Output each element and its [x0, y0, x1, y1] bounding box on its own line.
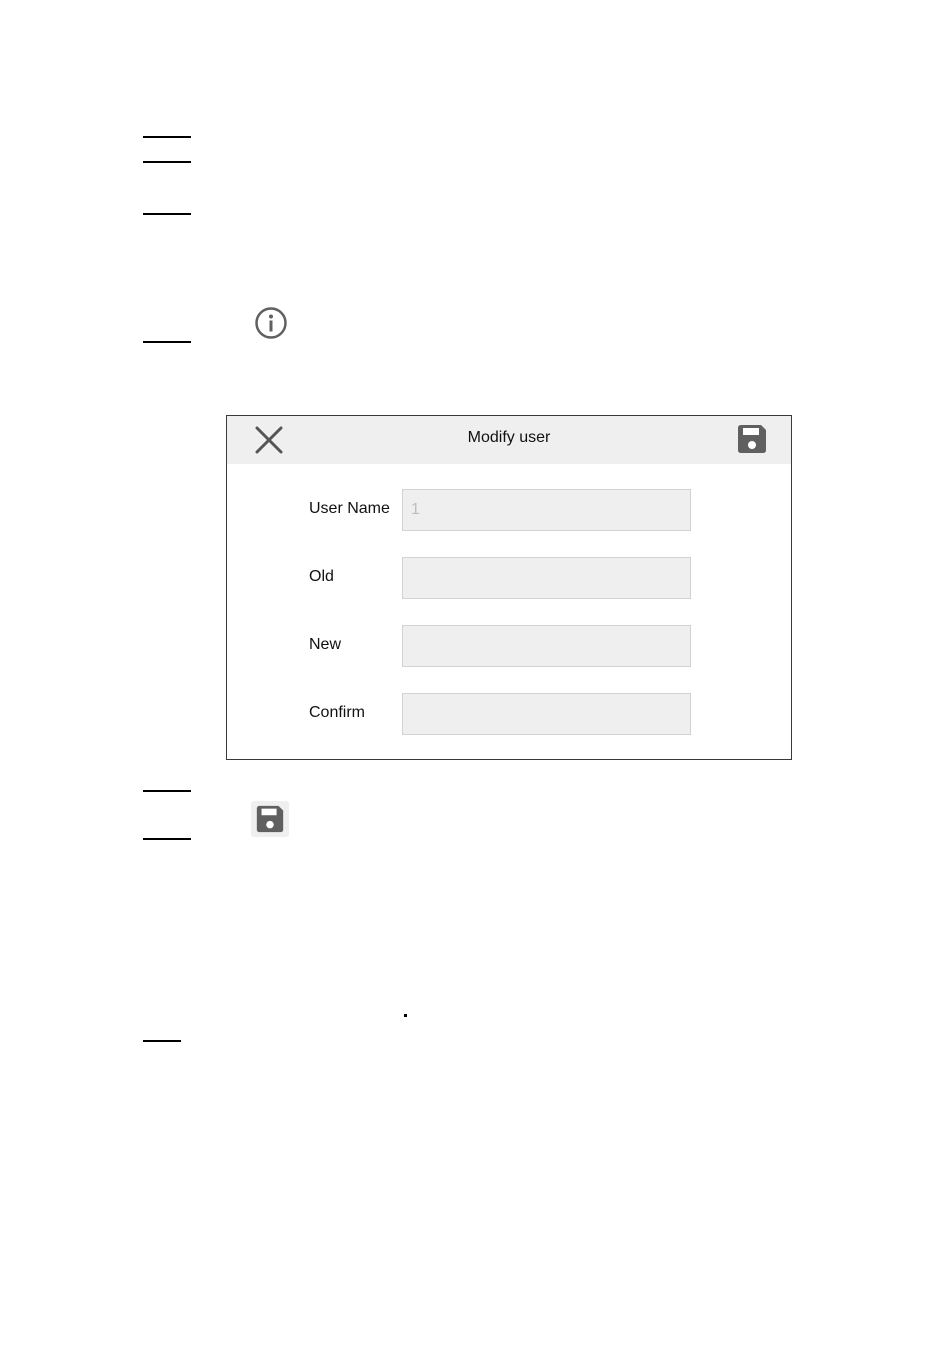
user-name-label: User Name — [309, 500, 390, 517]
old-password-input[interactable] — [402, 557, 691, 599]
step-rule — [143, 838, 191, 840]
step-rule — [143, 1040, 181, 1042]
step-rule — [143, 136, 191, 138]
old-password-label: Old — [309, 568, 334, 585]
punctuation-mark — [404, 1014, 407, 1017]
step-rule — [143, 213, 191, 215]
modify-user-dialog — [226, 415, 792, 760]
step-rule — [143, 341, 191, 343]
confirm-password-label: Confirm — [309, 704, 366, 721]
save-icon[interactable] — [735, 422, 769, 456]
step-rule — [143, 790, 191, 792]
user-name-input[interactable] — [402, 489, 691, 531]
form-row-user-name — [309, 489, 709, 533]
form-row-old — [309, 557, 709, 601]
dialog-title: Modify user — [467, 429, 551, 446]
save-icon — [251, 801, 289, 837]
dialog-header — [227, 416, 791, 464]
step-rule — [143, 161, 191, 163]
info-icon — [254, 306, 288, 340]
new-password-input[interactable] — [402, 625, 691, 667]
confirm-password-input[interactable] — [402, 693, 691, 735]
form-row-confirm — [309, 693, 709, 737]
new-password-label: New — [309, 636, 342, 653]
form-row-new — [309, 625, 709, 669]
